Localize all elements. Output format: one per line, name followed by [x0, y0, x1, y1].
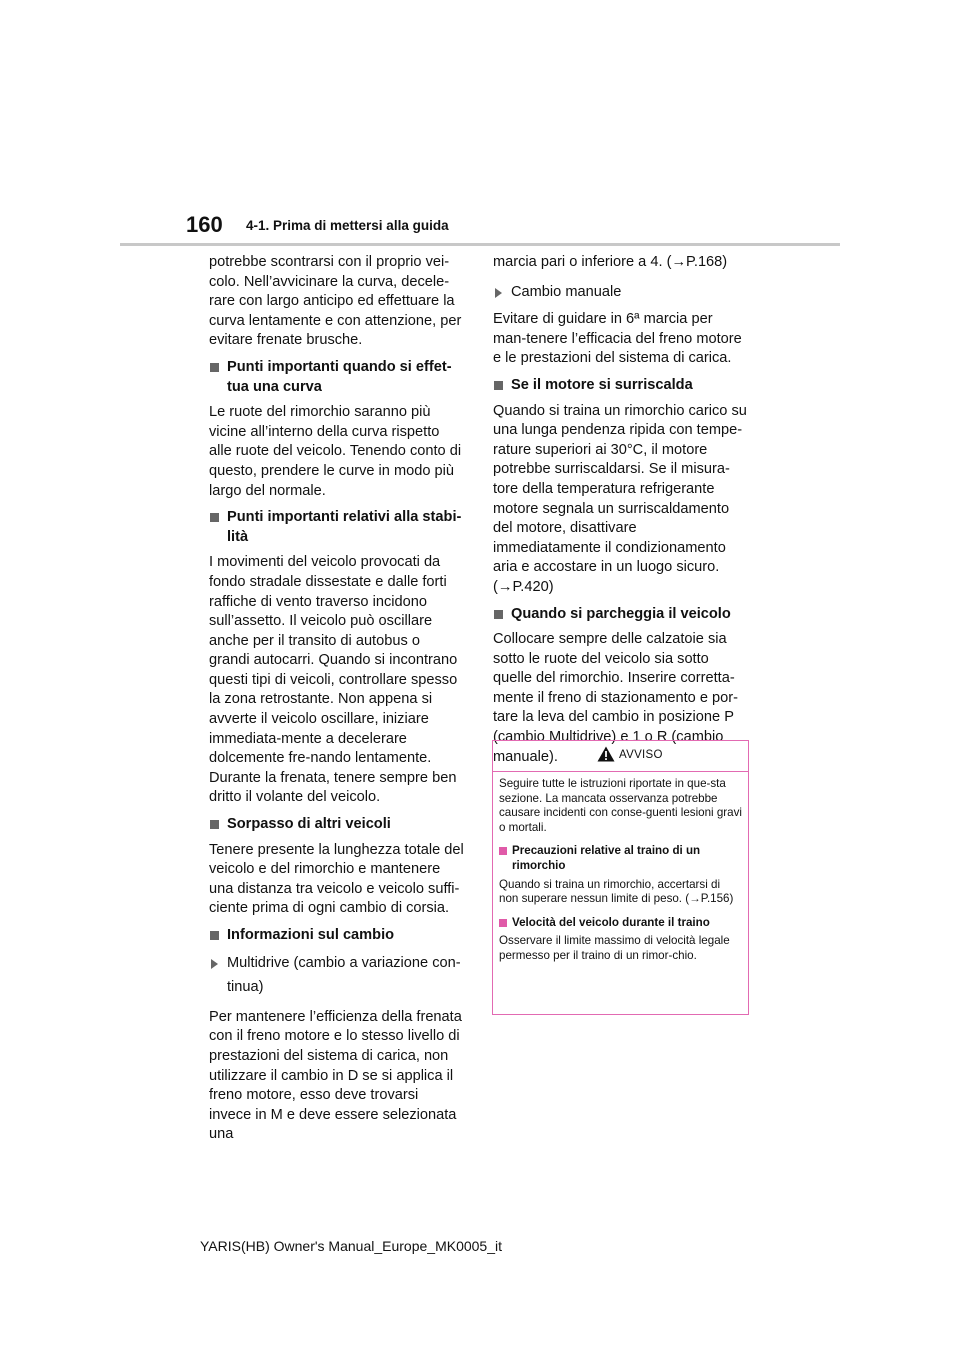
warning-title: AVVISO — [619, 749, 663, 761]
subheading-text: Cambio manuale — [511, 283, 622, 300]
intro-paragraph: potrebbe scontrarsi con il proprio vei-colo. Nell’avvicinare la curva, decele-rare con largo anticipo ed effettuare la curva lentamente e con attenzione, per evitare frenate brusche. — [209, 254, 462, 349]
square-bullet-icon — [494, 610, 503, 619]
warning-triangle-icon — [597, 746, 615, 762]
paragraph-continued: marcia pari o inferiore a 4. (→P.168) — [493, 254, 728, 270]
heading-text: Punti importanti quando si effet-tua una curva — [227, 358, 452, 395]
warning-body — [493, 772, 748, 964]
heading-parcheggio — [493, 605, 748, 625]
section-title: 4-1. Prima di mettersi alla guida — [246, 218, 449, 233]
header-divider — [120, 243, 840, 246]
heading-text: Informazioni sul cambio — [227, 927, 395, 943]
warning-header — [493, 741, 748, 772]
right-column — [493, 253, 748, 774]
subheading-line-2: tinua) — [227, 979, 264, 996]
warning-heading-traino — [499, 844, 742, 873]
warning-heading-velocita — [499, 916, 742, 931]
heading-text: Punti importanti relativi alla stabi-lità — [227, 509, 462, 545]
warning-heading-text: Velocità del veicolo durante il traino — [512, 915, 710, 929]
heading-text: Se il motore si surriscalda — [511, 376, 693, 393]
triangle-bullet-icon — [211, 959, 218, 969]
heading-text: Sorpasso di altri veicoli — [227, 816, 391, 833]
paragraph-surriscalda: Quando si traina un rimorchio carico su una lunga pendenza ripida con tempe-rature superiori ai 30°C, il motore potrebbe surriscaldarsi. Se il misura-tore della temperatura refrigerante motore segnala un surriscaldamento del motore, disattivare immediatamente il condizionamento aria e accostare in un luogo sicuro. (→P.420) — [493, 402, 747, 595]
paragraph-stabilita: I movimenti del veicolo provocati da fondo stradale dissestate e dalle forti raffiche di vento traverso incidono sull’assetto. Il veicolo può oscillare anche per il transito di autobus o grandi autocarri. Quando si incontrano questi tipi di veicoli, controllare spesso la zona retrostante. Non appena si avverte il veicolo oscillare, iniziare immediata-mente a decelerare dolcemente fre-nando lentamente. Durante la frenata, tenere sempre ben dritto il volante del veicolo. — [209, 554, 458, 806]
heading-text: Quando si parcheggia il veicolo — [511, 605, 731, 622]
paragraph-manuale: Evitare di guidare in 6ª marcia per man-tenere l’efficacia del freno motore e le prestazioni del sistema di carica. — [493, 311, 742, 367]
paragraph-curva: Le ruote del rimorchio saranno più vicine all’interno della curva rispetto alle ruote del veicolo. Tenendo conto di questo, prendere le curve in modo più largo del normale. — [209, 404, 462, 499]
warning-intro: Seguire tutte le istruzioni riportate in que-sta sezione. La mancata osservanza potrebbe causare incidenti con conse-guenti lesioni gravi o mortali. — [499, 777, 742, 834]
left-column — [209, 253, 464, 1152]
square-bullet-icon — [499, 847, 507, 855]
warning-paragraph-traino: Quando si traina un rimorchio, accertarsi di non superare nessun limite di peso. (→P.156) — [499, 877, 734, 906]
subheading-multidrive — [209, 954, 464, 998]
heading-curva — [209, 358, 464, 397]
warning-heading-text: Precauzioni relative al traino di un rimorchio — [512, 844, 701, 872]
heading-sorpasso — [209, 815, 464, 835]
heading-cambio — [209, 926, 464, 946]
square-bullet-icon — [210, 513, 219, 522]
square-bullet-icon — [210, 931, 219, 940]
paragraph-multidrive: Per mantenere l’efficienza della frenata con il freno motore e lo stesso livello di prestazioni del sistema di carica, non utilizzare il cambio in D se si applica il freno motore, esso deve trovarsi invece in M e deve essere selezionata una — [209, 1008, 462, 1143]
warning-box — [492, 740, 749, 1015]
triangle-bullet-icon — [495, 288, 502, 298]
subheading-line-1: Multidrive (cambio a variazione con- — [227, 954, 461, 971]
footer-text: YARIS(HB) Owner's Manual_Europe_MK0005_it — [200, 1238, 502, 1254]
heading-surriscalda — [493, 376, 748, 396]
page-number: 160 — [186, 212, 223, 237]
square-bullet-icon — [210, 363, 219, 372]
paragraph-parcheggio: Collocare sempre delle calzatoie sia sotto le ruote del veicolo sia sotto quelle del rimorchio. Inserire corretta-mente il freno di stazionamento e por-tare la leva del cambio in posizione P (cambio Multidrive) e 1 o R (cambio manuale). — [493, 631, 738, 765]
square-bullet-icon — [494, 381, 503, 390]
heading-stabilita — [209, 508, 464, 547]
warning-paragraph-velocita: Osservare il limite massimo di velocità legale permesso per il traino di un rimor-chio. — [499, 934, 730, 962]
square-bullet-icon — [499, 919, 507, 927]
paragraph-sorpasso: Tenere presente la lunghezza totale del veicolo e del rimorchio e mantenere una distanza tra veicolo e veicolo suffi-ciente prima di ogni cambio di corsia. — [209, 841, 464, 917]
subheading-manuale — [493, 283, 748, 303]
square-bullet-icon — [210, 820, 219, 829]
